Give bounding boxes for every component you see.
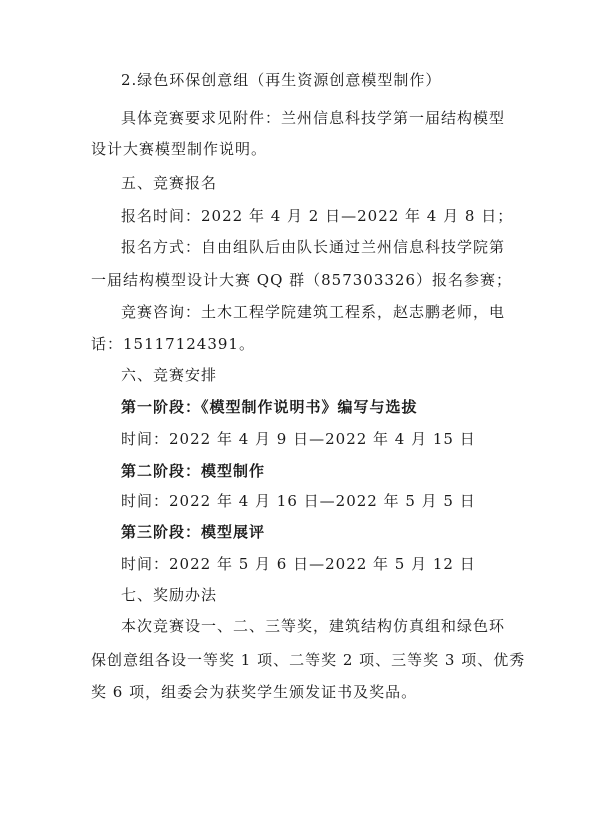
paragraph-line: 具体竞赛要求见附件：兰州信息科技学第一届结构模型 bbox=[121, 109, 506, 127]
registration-time: 报名时间：2022 年 4 月 2 日—2022 年 4 月 8 日； bbox=[121, 207, 514, 225]
item-green-eco-group: 2.绿色环保创意组（再生资源创意模型制作） bbox=[121, 71, 442, 89]
stage-two-heading: 第二阶段：模型制作 bbox=[121, 462, 266, 480]
paragraph-line: 设计大赛模型制作说明。 bbox=[91, 140, 268, 158]
stage-three-heading: 第三阶段：模型展评 bbox=[121, 523, 266, 541]
section-heading-registration: 五、竞赛报名 bbox=[121, 174, 218, 192]
contest-inquiry: 竞赛咨询：土木工程学院建筑工程系，赵志鹏老师，电 bbox=[121, 303, 506, 321]
stage-two-time: 时间：2022 年 4 月 16 日—2022 年 5 月 5 日 bbox=[121, 492, 476, 510]
contest-inquiry-phone: 话：15117124391。 bbox=[91, 335, 255, 353]
awards-paragraph-line: 保创意组各设一等奖 1 项、二等奖 2 项、三等奖 3 项、优秀 bbox=[91, 651, 526, 669]
registration-method: 报名方式：自由组队后由队长通过兰州信息科技学院第 bbox=[121, 238, 506, 256]
section-heading-awards: 七、奖励办法 bbox=[121, 586, 218, 604]
stage-one-heading: 第一阶段：《模型制作说明书》编写与选拔 bbox=[121, 398, 418, 416]
stage-three-time: 时间：2022 年 5 月 6 日—2022 年 5 月 12 日 bbox=[121, 555, 476, 573]
awards-paragraph-line: 奖 6 项，组委会为获奖学生颁发证书及奖品。 bbox=[91, 683, 418, 701]
registration-method-cont: 一届结构模型设计大赛 QQ 群（857303326）报名参赛； bbox=[91, 271, 513, 289]
section-heading-schedule: 六、竞赛安排 bbox=[121, 366, 218, 384]
awards-paragraph-line: 本次竞赛设一、二、三等奖，建筑结构仿真组和绿色环 bbox=[121, 617, 506, 635]
stage-one-time: 时间：2022 年 4 月 9 日—2022 年 4 月 15 日 bbox=[121, 430, 476, 448]
